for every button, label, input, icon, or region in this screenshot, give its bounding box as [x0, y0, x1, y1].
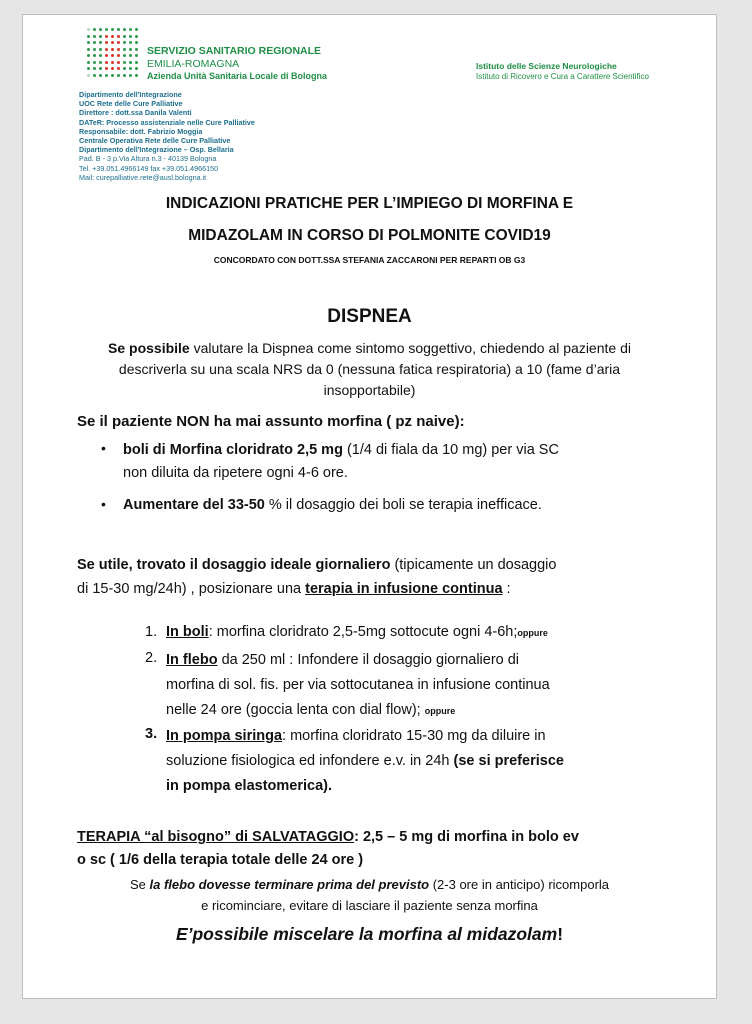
bullet1-line2: non diluita da ripetere ogni 4-6 ore.	[123, 465, 348, 481]
logo-dot	[117, 41, 120, 44]
logo-dot	[135, 48, 138, 51]
logo-dot	[105, 41, 108, 44]
logo-dot	[117, 61, 120, 64]
logo-dot	[87, 35, 90, 38]
institute-title: Istituto delle Scienze Neurologiche	[476, 61, 617, 71]
list2-line1	[166, 648, 550, 673]
logo-dot	[105, 48, 108, 51]
list3-line1	[166, 724, 564, 749]
dept-line: UOC Rete delle Cure Palliative	[79, 99, 183, 109]
logo-dot	[87, 28, 90, 31]
logo-dot	[129, 67, 132, 70]
logo-dot	[123, 67, 126, 70]
department-block	[79, 90, 255, 182]
list2-small: oppure	[424, 706, 456, 716]
logo-dot	[99, 48, 102, 51]
logo-dot	[117, 67, 120, 70]
rescue-note-n1: Se	[129, 877, 150, 892]
logo-dot	[111, 74, 114, 77]
logo-dot	[99, 28, 102, 31]
logo-dot	[111, 61, 114, 64]
logo-dot	[87, 74, 90, 77]
intro-bold: Se possibile	[108, 340, 190, 356]
dept-line: Responsabile: dott. Fabrizio Moggia	[79, 126, 203, 136]
section-title: DISPNEA	[327, 306, 412, 327]
rescue-line2: o sc ( 1/6 della terapia totale delle 24 ore )	[77, 852, 364, 868]
rescue-underline: TERAPIA “al bisogno” di SALVATAGGIO	[77, 829, 355, 845]
list3-title: In pompa siringa	[166, 728, 283, 744]
naive-bullet-2	[123, 495, 542, 516]
intro-line3: insopportabile)	[323, 382, 416, 398]
logo-dot	[93, 54, 96, 57]
logo-dot	[93, 74, 96, 77]
useful-line1	[77, 553, 556, 577]
logo-dot	[111, 28, 114, 31]
logo-dot	[135, 28, 138, 31]
list3-line3	[166, 774, 564, 799]
logo-dot	[111, 41, 114, 44]
rescue-line1	[77, 826, 579, 849]
logo-dot	[123, 41, 126, 44]
logo-dot	[117, 54, 120, 57]
useful-line2	[77, 577, 556, 601]
dept-line: Pad. B - 3 p.Via Altura n.3 - 40139 Bologna	[79, 154, 217, 164]
dept-line: Tel. +39.051.4966149 fax +39.051.4966150	[79, 163, 219, 173]
useful-paragraph	[77, 553, 556, 601]
list1-text: : morfina cloridrato 2,5-5mg sottocute ogni 4-6h;	[208, 624, 518, 640]
logo-dot	[129, 74, 132, 77]
dept-line: DATeR: Processo assistenziale nelle Cure Palliative	[79, 117, 255, 127]
rescue-note	[23, 874, 716, 916]
logo-dot	[123, 28, 126, 31]
useful-line2-text: di 15-30 mg/24h) , posizionare una	[77, 581, 306, 597]
logo-dot	[129, 54, 132, 57]
list3-line2-bold: (se si preferisce	[453, 753, 564, 769]
logo-dot	[87, 41, 90, 44]
logo-dot	[135, 61, 138, 64]
logo-dot	[93, 61, 96, 64]
bullet1-bold: boli di Morfina cloridrato 2,5 mg	[123, 442, 343, 458]
logo-dot	[111, 35, 114, 38]
logo-dot	[135, 67, 138, 70]
list-num: 2.	[145, 650, 158, 666]
logo-dot	[129, 61, 132, 64]
azienda-name: Azienda Unità Sanitaria Locale di Bologna	[147, 71, 328, 81]
rescue-note-line1	[23, 874, 716, 895]
bullet1-text: (1/4 di fiala da 10 mg) per via SC	[342, 442, 559, 458]
logo-dot	[135, 54, 138, 57]
logo-dot	[123, 54, 126, 57]
logo-dot	[87, 67, 90, 70]
logo-dot	[87, 54, 90, 57]
list3-line2	[166, 749, 564, 774]
logo-dot	[129, 41, 132, 44]
logo-dot	[135, 35, 138, 38]
logo-dot	[105, 67, 108, 70]
logo-dot	[99, 61, 102, 64]
institute-subtitle: Istituto di Ricovero e Cura a Carattere Scientifico	[476, 72, 649, 81]
useful-text: (tipicamente un dosaggio	[390, 557, 557, 573]
doc-title-line1: INDICAZIONI PRATICHE PER L’IMPIEGO DI MORFINA E	[165, 195, 574, 212]
intro-line1	[23, 338, 716, 359]
list2-text: da 250 ml : Infondere il dosaggio giornaliero di	[217, 652, 520, 668]
useful-bold: Se utile, trovato il dosaggio ideale giornaliero	[77, 557, 391, 573]
region-title: SERVIZIO SANITARIO REGIONALE	[147, 45, 322, 57]
bullet-dot: •	[101, 440, 106, 456]
list2-line2: morfina di sol. fis. per via sottocutanea in infusione continua	[166, 677, 550, 693]
logo-dot	[123, 48, 126, 51]
logo-dot	[123, 61, 126, 64]
intro-line2: descriverla su una scala NRS da 0 (nessuna fatica respiratoria) a 10 (fame d’aria	[118, 361, 621, 377]
logo-dot	[93, 48, 96, 51]
rescue-dose: : 2,5 – 5 mg di morfina in bolo ev	[354, 829, 579, 845]
dept-line: Dipartimento dell'Integrazione – Osp. Bellaria	[79, 145, 234, 155]
useful-line2-bold: terapia in infusione continua	[305, 581, 503, 597]
logo-dot	[111, 67, 114, 70]
logo-dot	[117, 74, 120, 77]
logo-dot	[105, 28, 108, 31]
region-logo	[87, 28, 143, 82]
rescue-paragraph	[77, 826, 579, 872]
document-page	[22, 14, 717, 999]
list-item-2	[166, 648, 550, 724]
logo-dot	[99, 74, 102, 77]
naive-heading: Se il paziente NON ha mai assunto morfina ( pz naive):	[77, 413, 465, 430]
list3-line2-text: soluzione fisiologica ed infondere e.v. in 24h	[166, 753, 454, 769]
logo-dot	[135, 41, 138, 44]
final-note-text: E’possibile miscelare la morfina al midazolam	[175, 924, 558, 944]
logo-dot	[117, 28, 120, 31]
final-note-end: !	[557, 924, 564, 944]
list2-line3	[166, 698, 550, 724]
list2-title: In flebo	[166, 652, 218, 668]
rescue-note-n2: (2-3 ore in anticipo) ricomporla	[429, 877, 610, 892]
intro-text: valutare la Dispnea come sintomo soggettivo, chiedendo al paziente di	[189, 340, 631, 356]
naive-bullet-1	[123, 439, 559, 485]
logo-dot	[117, 48, 120, 51]
logo-dot	[111, 48, 114, 51]
dept-line: Centrale Operativa Rete delle Cure Palliative	[79, 136, 231, 146]
logo-dot	[93, 41, 96, 44]
intro-paragraph	[23, 338, 716, 401]
list1-title: In boli	[166, 624, 209, 640]
logo-dot	[93, 67, 96, 70]
logo-dot	[99, 54, 102, 57]
dept-line: Mail: curepalliative.rete@ausl.bologna.it	[79, 172, 207, 182]
final-note	[23, 924, 716, 945]
logo-dot	[87, 48, 90, 51]
bullet-dot: •	[101, 496, 106, 512]
bullet1-line1	[123, 439, 559, 462]
rescue-note-line2: e ricominciare, evitare di lasciare il paziente senza morfina	[201, 898, 538, 913]
logo-dot	[105, 54, 108, 57]
bullet2-text: % il dosaggio dei boli se terapia inefficace.	[264, 497, 542, 513]
logo-dot	[135, 74, 138, 77]
logo-dot	[117, 35, 120, 38]
logo-dot	[99, 67, 102, 70]
logo-dot	[105, 74, 108, 77]
logo-dot	[129, 28, 132, 31]
list-num: 1.	[145, 624, 158, 640]
list1-small: oppure	[517, 628, 548, 638]
logo-dot	[129, 48, 132, 51]
logo-dot	[123, 74, 126, 77]
logo-dot	[93, 35, 96, 38]
doc-title-line2: MIDAZOLAM IN CORSO DI POLMONITE COVID19	[188, 227, 551, 244]
logo-dot	[111, 54, 114, 57]
logo-dot	[99, 35, 102, 38]
logo-dot	[99, 41, 102, 44]
list2-line3-text: nelle 24 ore (goccia lenta con dial flow);	[166, 702, 425, 718]
list-item-1	[166, 622, 548, 644]
list-item-3	[166, 724, 564, 799]
region-subtitle: EMILIA-ROMAGNA	[147, 58, 240, 70]
bullet2-bold: Aumentare del 33-50	[123, 497, 265, 513]
list3-line3-bold: in pompa elastomerica).	[166, 778, 332, 794]
logo-dot	[129, 35, 132, 38]
list3-text: : morfina cloridrato 15-30 mg da diluire in	[282, 728, 546, 744]
logo-dot	[123, 35, 126, 38]
rescue-note-bi: la flebo dovesse terminare prima del previsto	[149, 877, 430, 892]
useful-line2-end: :	[502, 581, 511, 597]
list-num: 3.	[145, 726, 158, 742]
logo-dot	[87, 61, 90, 64]
logo-dot	[93, 28, 96, 31]
logo-dot	[105, 35, 108, 38]
logo-dot	[105, 61, 108, 64]
dept-line: Direttore : dott.ssa Danila Valenti	[79, 108, 192, 118]
doc-title-line3: CONCORDATO CON DOTT.SSA STEFANIA ZACCARONI PER REPARTI OB G3	[213, 255, 526, 265]
dept-line: Dipartimento dell'Integrazione	[79, 90, 182, 99]
